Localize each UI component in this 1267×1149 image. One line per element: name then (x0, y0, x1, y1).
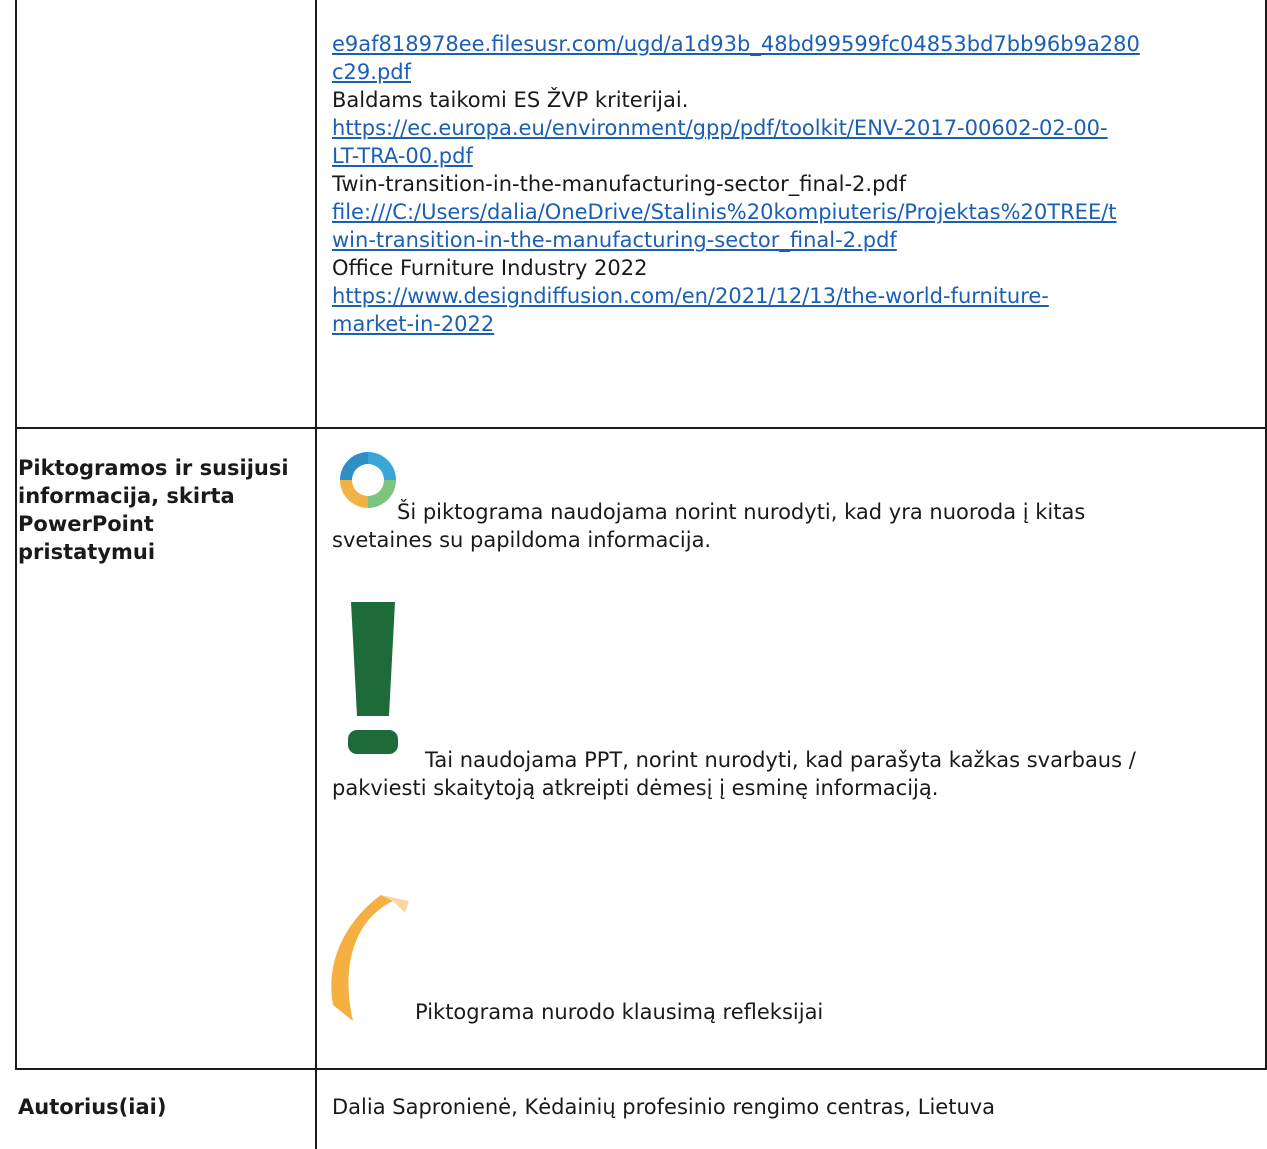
label-line: pristatymui (18, 540, 156, 564)
link-icon-text-line: svetaines su papildoma informacija. (332, 528, 712, 552)
reference-link[interactable]: LT-TRA-00.pdf (332, 144, 473, 168)
important-icon-text-line: Tai naudojama PPT, norint nurodyti, kad parašyta kažkas svarbaus / (425, 748, 1136, 772)
reference-link[interactable]: https://ec.europa.eu/environment/gpp/pdf/toolkit/ENV-2017-00602-02-00- (332, 116, 1108, 140)
important-icon-text-line: pakviesti skaitytoją atkreipti dėmesį į esminę informaciją. (332, 776, 939, 800)
label-line: Piktogramos ir susijusi (18, 456, 289, 480)
row-divider-2 (15, 1068, 1267, 1070)
reference-link[interactable]: https://www.designdiffusion.com/en/2021/12/13/the-world-furniture- (332, 284, 1049, 308)
label-line: informacija, skirta (18, 484, 235, 508)
table-left-border (15, 0, 17, 1070)
reference-title: Twin-transition-in-the-manufacturing-sector_final-2.pdf (332, 172, 907, 196)
link-icon-text-line: Ši piktograma naudojama norint nurodyti, kad yra nuoroda į kitas (397, 500, 1086, 524)
reference-link[interactable]: market-in-2022 (332, 312, 495, 336)
reflection-icon-description (415, 998, 1255, 1026)
link-icon-description (332, 498, 1257, 554)
icons-row-label (18, 454, 308, 566)
reference-link[interactable]: win-transition-in-the-manufacturing-sector_final-2.pdf (332, 228, 897, 252)
references-cell (332, 30, 1257, 338)
reference-link[interactable]: e9af818978ee.filesusr.com/ugd/a1d93b_48bd99599fc04853bd7bb96b9a280 (332, 32, 1140, 56)
table-column-divider (315, 0, 317, 1149)
reference-link[interactable]: c29.pdf (332, 60, 411, 84)
label-line: PowerPoint (18, 512, 154, 536)
row-divider-1 (15, 427, 1267, 429)
reflection-icon-text: Piktograma nurodo klausimą refleksijai (415, 1000, 824, 1024)
exclamation-icon (345, 598, 401, 758)
authors-label: Autorius(iai) (18, 1095, 167, 1119)
reference-title: Office Furniture Industry 2022 (332, 256, 648, 280)
important-icon-description (332, 746, 1257, 802)
reference-title: Baldams taikomi ES ŽVP kriterijai. (332, 88, 689, 112)
authors-value: Dalia Sapronienė, Kėdainių profesinio rengimo centras, Lietuva (332, 1095, 996, 1119)
reference-link[interactable]: file:///C:/Users/dalia/OneDrive/Stalinis%20kompiuteris/Projektas%20TREE/t (332, 200, 1117, 224)
document-table (15, 0, 1267, 1149)
